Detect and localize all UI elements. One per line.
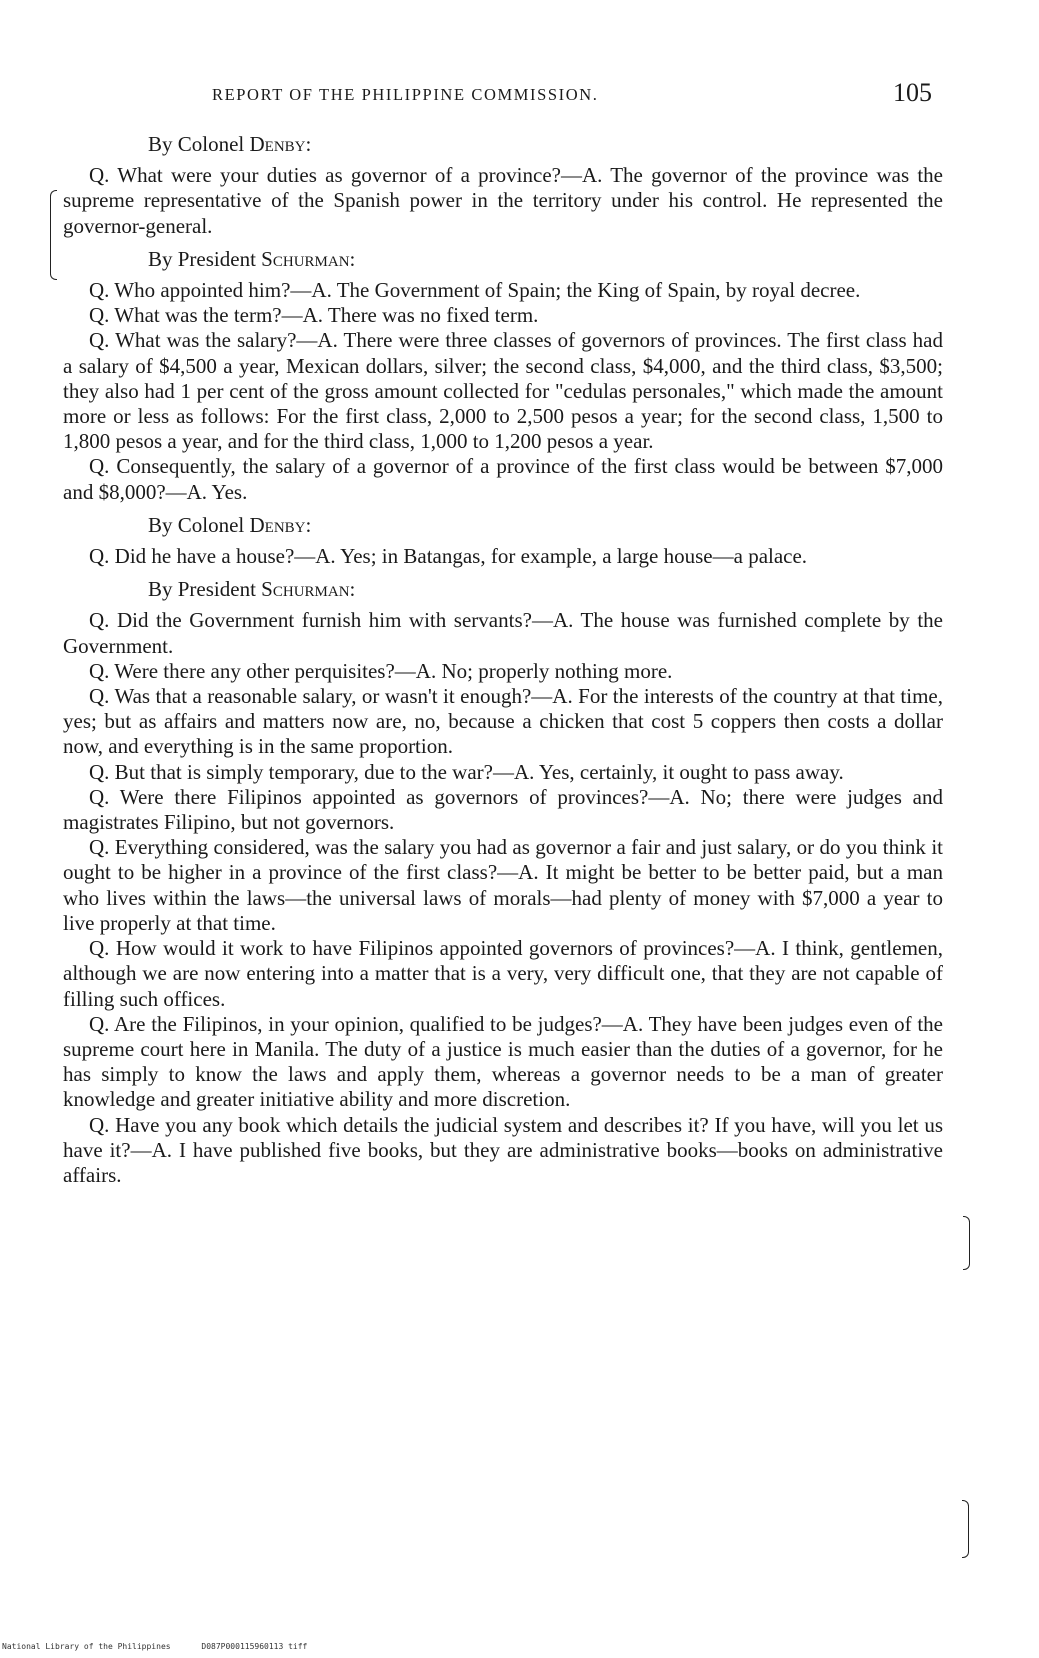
margin-bracket-right	[962, 1500, 969, 1558]
qa-paragraph: Q. What was the salary?—A. There were three classes of governors of provinces. The first class had a salary of $4,500 a year, Mexican dollars, silver; the second class, $4,000, and the third class, $3,500; they also had 1 per cent of the gross amount collected for "cedulas personales," which made the amount more or less as follows: For the first class, 2,000 to 2,500 pesos a year; for the second class, 1,500 to 1,800 pesos a year, and for the third class, 1,000 to 1,200 pesos a year.	[63, 328, 943, 454]
qa-paragraph: Q. Consequently, the salary of a governor of a province of the first class would be between $7,000 and $8,000?—A. Yes.	[63, 454, 943, 504]
qa-paragraph: Q. Are the Filipinos, in your opinion, qualified to be judges?—A. They have been judges even of the supreme court here in Manila. The duty of a justice is much easier than the duties of a governor, for he has simply to know the laws and apply them, whereas a governor needs to be a man of greater knowledge and greater initiative ability and more discretion.	[63, 1011, 943, 1112]
page-number: 105	[893, 78, 932, 107]
speaker-title: By Colonel	[148, 512, 250, 537]
qa-paragraph: Q. Have you any book which details the judicial system and describes it? If you have, will you let us have it?—A. I have published five books, but they are administrative books—books on administrative affairs.	[63, 1112, 943, 1187]
qa-paragraph: Q. But that is simply temporary, due to the war?—A. Yes, certainly, it ought to pass away.	[89, 759, 844, 784]
qa-paragraph: Q. Were there any other perquisites?—A. No; properly nothing more.	[89, 658, 673, 683]
speaker-heading	[63, 132, 943, 157]
footer-library: National Library of the Philippines	[2, 1642, 171, 1651]
speaker-name: Schurman	[261, 246, 350, 271]
speaker-colon: :	[349, 577, 356, 602]
qa-paragraph: Q. Were there Filipinos appointed as governors of provinces?—A. No; there were judges and magistrates Filipino, but not governors.	[63, 784, 943, 835]
qa-paragraph: Q. Did he have a house?—A. Yes; in Batangas, for example, a large house—a palace.	[89, 544, 808, 569]
margin-bracket-left	[50, 190, 57, 280]
scan-footer	[2, 1642, 333, 1651]
running-title: REPORT OF THE PHILIPPINE COMMISSION.	[212, 85, 599, 104]
speaker-heading	[63, 577, 943, 602]
qa-paragraph: Q. Was that a reasonable salary, or wasn't it enough?—A. For the interests of the country at that time, yes; but as affairs and matters now are, no, because a chicken that cost 5 coppers then costs a dollar now, and everything is in the same proportion.	[63, 684, 943, 759]
qa-paragraph: Q. Everything considered, was the salary you had as governor a fair and just salary, or do you think it ought to be higher in a province of the first class?—A. It might be better to be better paid, but a man who lives within the laws—the universal laws of morals—had plenty of money with $7,000 a year to live properly at that time.	[63, 835, 943, 935]
speaker-name: Denby	[249, 512, 306, 537]
margin-bracket-right	[963, 1216, 970, 1270]
document-body	[63, 124, 943, 1188]
speaker-colon: :	[349, 246, 356, 271]
qa-paragraph: Q. How would it work to have Filipinos appointed governors of provinces?—A. I think, gentlemen, although we are now entering into a matter that is a very, very difficult one, that they are not capable of filling such offices.	[63, 936, 943, 1011]
qa-paragraph: Q. Who appointed him?—A. The Government of Spain; the King of Spain, by royal decree.	[89, 278, 861, 303]
qa-paragraph: Q. What were your duties as governor of a province?—A. The governor of the province was the supreme representative of the Spanish power in the territory under his control. He represented the governor-general.	[63, 163, 943, 238]
speaker-title: By President	[148, 246, 262, 271]
speaker-heading	[63, 247, 943, 272]
qa-paragraph: Q. Did the Government furnish him with servants?—A. The house was furnished complete by the Government.	[63, 608, 943, 658]
speaker-colon: :	[305, 512, 312, 537]
footer-file: D087P000115960113 tiff	[201, 1642, 308, 1651]
speaker-colon: :	[305, 132, 312, 156]
speaker-name: Schurman	[261, 577, 350, 602]
running-header	[212, 79, 932, 109]
qa-paragraph: Q. What was the term?—A. There was no fixed term.	[89, 303, 539, 328]
speaker-title: By Colonel	[148, 132, 250, 156]
speaker-name: Denby	[249, 132, 306, 156]
speaker-heading	[63, 513, 943, 538]
speaker-title: By President	[148, 577, 262, 602]
